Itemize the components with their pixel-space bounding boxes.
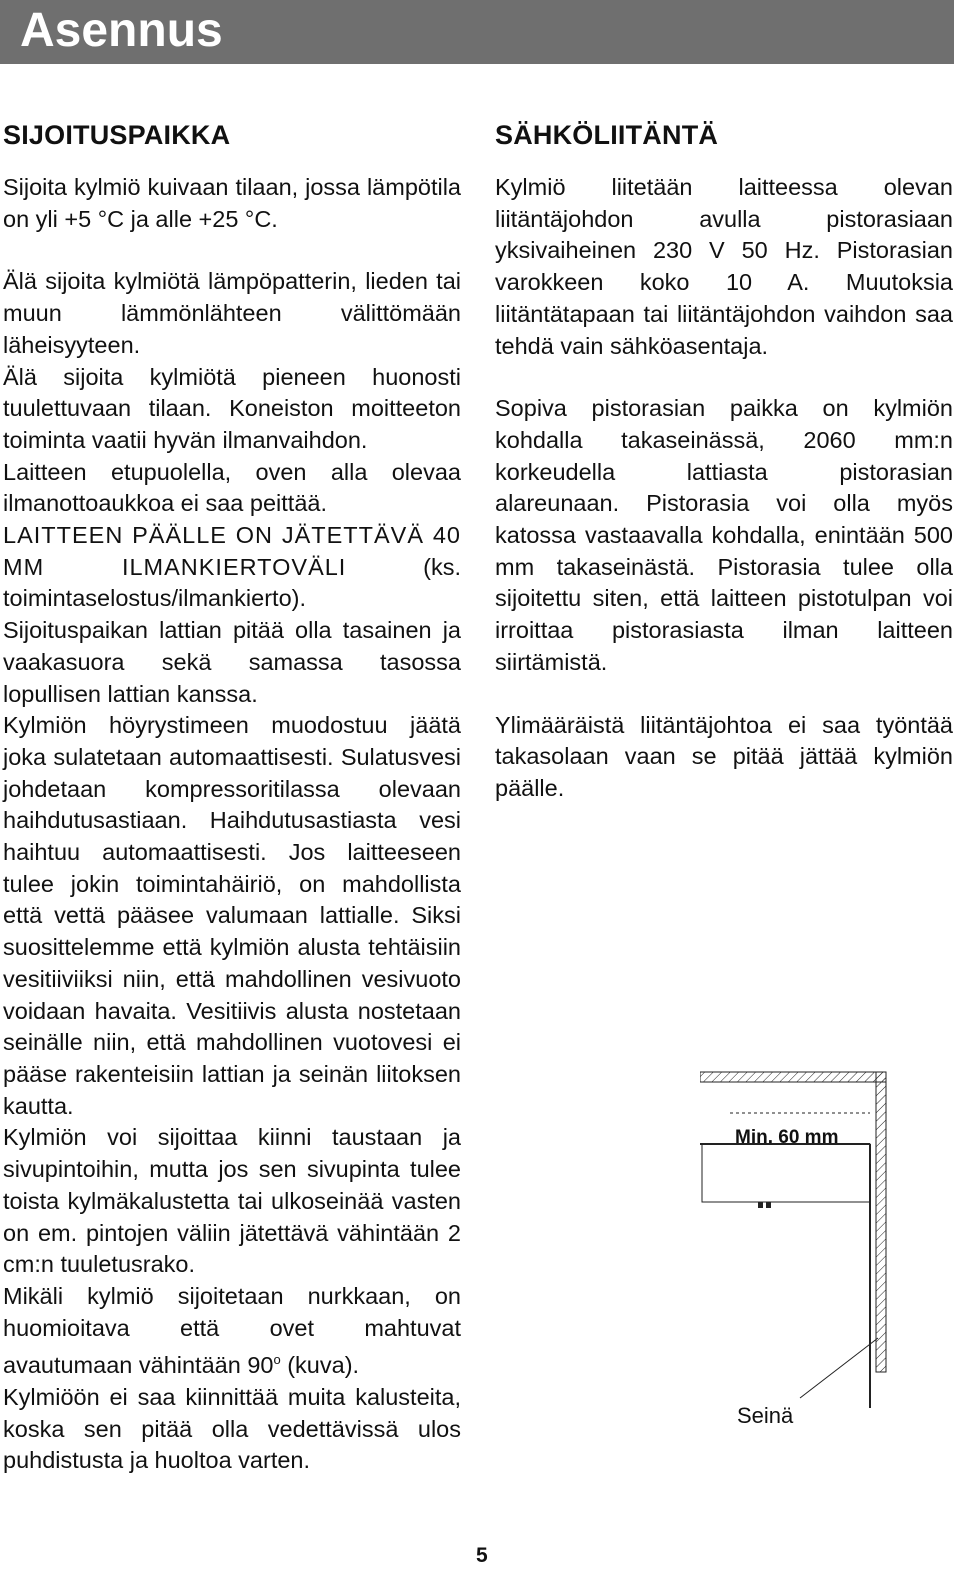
clearance-warning: LAITTEEN PÄÄLLE ON JÄTETTÄVÄ 40 MM ILMANKIERTOVÄLI <box>3 522 461 580</box>
right-column <box>495 118 953 805</box>
left-column <box>3 118 461 1477</box>
corner-clearance-figure <box>700 1068 900 1448</box>
installation-diagram <box>700 1068 900 1448</box>
paragraph-side-gap: Kylmiön voi sijoittaa kiinni taustaan ja sivupintoihin, mutta jos sen sivupinta tulee toista kylmäkalustetta tai ulkoseinää vasten on em. pintojen väliin jätettävä vähintään 2 cm:n tuuletusrako. <box>3 1124 461 1278</box>
paragraph-defrost: Kylmiön höyrystimeen muodostuu jäätä joka sulatetaan automaattisesti. Sulatusvesi johdetaan kompressoritilassa olevaan haihdutusastiaan. Haihdutusastiasta vesi haihtuu automaattisesti. Jos laitteeseen tulee jokin toimintahäiriö, on mahdollista että vettä pääsee valumaan lattialle. Siksi suosittelemme että kylmiön alusta tehtäisiin vesitiiviiksi niin, että mahdollinen vesivuoto voidaan havaita. Vesitiivis alusta nostetaan seinälle niin, että mahdollinen vuotovesi ei pääse rakenteisiin lattian ja seinän liitoksen kautta. <box>3 712 461 1119</box>
appliance-top-unit <box>702 1144 870 1202</box>
clearance-reference: (ks. toimintaselostus/ilmankierto). <box>3 553 461 612</box>
paragraph-heat-sources: Älä sijoita kylmiötä lämpöpatterin, lieden tai muun lämmönlähteen välittömään läheisyyteen. <box>3 268 461 358</box>
paragraph-clearance <box>3 520 461 615</box>
paragraph-no-fixing: Kylmiöön ei saa kiinnittää muita kalusteita, koska sen pitää olla vedettävissä ulos puhdistusta ja huoltoa varten. <box>3 1383 461 1474</box>
paragraph-temperature: Sijoita kylmiö kuivaan tilaan, jossa lämpötila on yli +5 °C ja alle +25 °C. <box>3 174 461 232</box>
foot-1 <box>758 1202 763 1208</box>
wall-hatch <box>876 1072 886 1372</box>
corner-text: Mikäli kylmiö sijoitetaan nurkkaan, on huomioitava että ovet mahtuvat avautumaan vähintään 90 <box>3 1282 461 1379</box>
section-heading-electrical: SÄHKÖLIITÄNTÄ <box>495 120 719 150</box>
wall-leader-line <box>800 1338 878 1398</box>
page-number: 5 <box>476 1544 488 1567</box>
section-heading-placement: SIJOITUSPAIKKA <box>3 120 231 150</box>
foot-2 <box>766 1202 771 1208</box>
paragraph-air-intake: Laitteen etupuolella, oven alla olevaa ilmanottoaukkoa ei saa peittää. <box>3 458 461 517</box>
paragraph-ventilation: Älä sijoita kylmiötä pieneen huonosti tuulettuvaan tilaan. Koneiston moitteeton toiminta vaatii hyvän ilmanvaihdon. <box>3 363 461 453</box>
paragraph-corner <box>3 1281 461 1382</box>
page-title: Asennus <box>20 4 223 57</box>
ceiling-hatch <box>700 1072 886 1082</box>
corner-figure-ref: (kuva). <box>280 1352 360 1379</box>
paragraph-extra-cord: Ylimääräistä liitäntäjohtoa ei saa työntää takasolaan vaan se pitää jättää kylmiön päälle. <box>495 711 953 801</box>
degree-superscript: o <box>273 1352 281 1368</box>
wall-label: Seinä <box>737 1403 794 1428</box>
min-clearance-label: Min. 60 mm <box>735 1127 839 1148</box>
paragraph-floor: Sijoituspaikan lattian pitää olla tasainen ja vaakasuora sekä samassa tasossa lopullisen lattian kanssa. <box>3 617 461 707</box>
paragraph-connection: Kylmiö liitetään laitteessa olevan liitäntäjohdon avulla pistorasiaan yksivaiheinen 230 V 50 Hz. Pistorasian varokkeen koko 10 A. Muutoksia liitäntätapaan tai liitäntäjohdon vaihdon saa tehdä vain sähköasentaja. <box>495 174 953 359</box>
paragraph-socket-location: Sopiva pistorasian paikka on kylmiön kohdalla takaseinässä, 2060 mm:n korkeudella lattiasta pistorasian alareunaan. Pistorasia voi olla myös katossa vastaavalla kohdalla, enintään 500 mm takaseinästä. Pistorasia tulee olla sijoitettu siten, että laitteen pistotulpan voi irroittaa pistorasiasta ilman laitteen siirtämistä. <box>495 395 953 675</box>
